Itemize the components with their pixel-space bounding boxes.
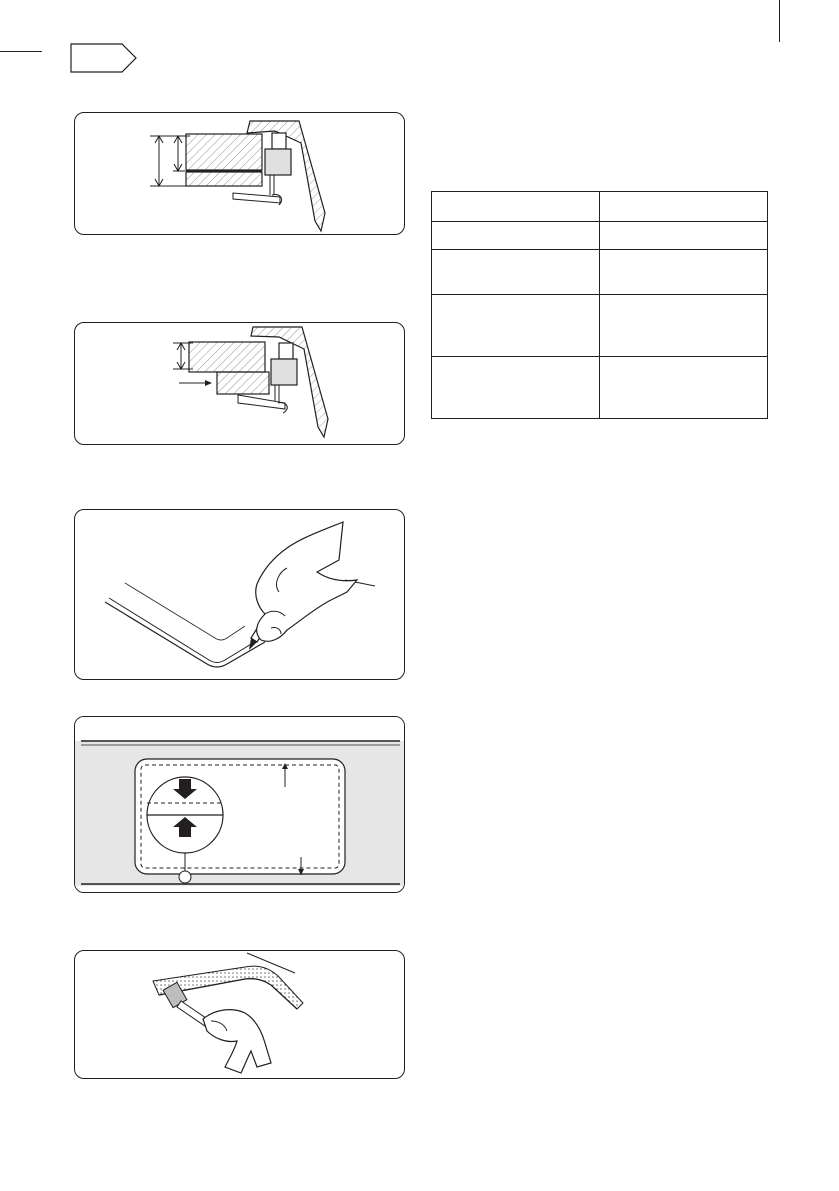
table-cell — [600, 357, 768, 419]
table-cell — [432, 192, 600, 222]
worktop-depth-diagram — [75, 113, 405, 235]
table-row — [432, 222, 768, 250]
arrow-tab-icon — [70, 43, 138, 73]
table-cell — [600, 192, 768, 222]
figure-cutout-template — [74, 716, 405, 893]
figure-marking-outline — [74, 509, 405, 680]
figure-worktop-depth — [74, 112, 405, 235]
table-row — [432, 357, 768, 419]
table-cell — [600, 295, 768, 357]
crop-mark-top — [779, 0, 780, 42]
table-row — [432, 192, 768, 222]
table-cell — [432, 295, 600, 357]
figure-applying-sealant — [74, 950, 405, 1079]
cutout-template-diagram — [75, 717, 405, 893]
marking-outline-diagram — [75, 510, 405, 680]
table-row — [432, 250, 768, 295]
table-cell — [600, 222, 768, 250]
spec-table — [431, 191, 768, 419]
table-row — [432, 295, 768, 357]
table-cell — [432, 250, 600, 295]
worktop-offset-diagram — [75, 323, 405, 445]
table-cell — [432, 222, 600, 250]
table-cell — [432, 357, 600, 419]
sealant-diagram — [75, 951, 405, 1079]
figure-worktop-offset — [74, 322, 405, 445]
crop-mark-left — [0, 51, 42, 52]
table-cell — [600, 250, 768, 295]
